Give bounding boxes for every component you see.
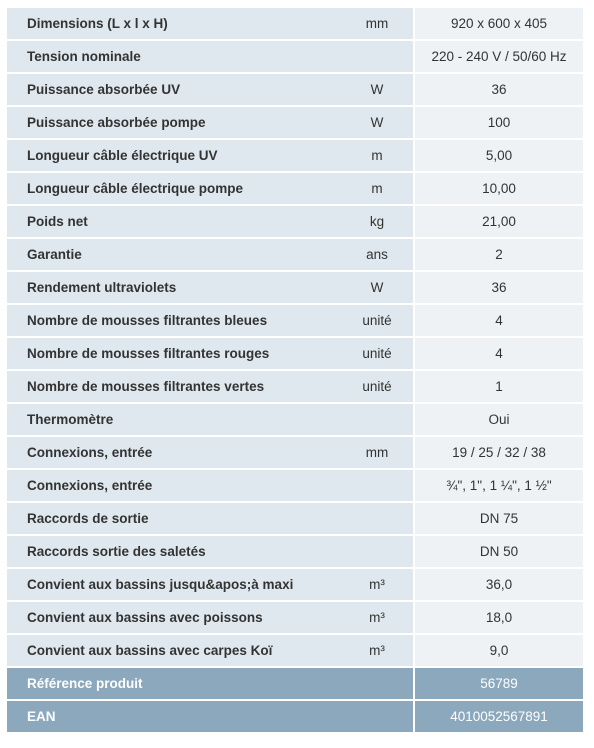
spec-label-cell: [7, 503, 413, 534]
spec-row: [7, 536, 583, 567]
spec-value: 9,0: [415, 635, 583, 666]
spec-label: Nombre de mousses filtrantes bleues: [27, 313, 268, 328]
spec-row: [7, 173, 583, 204]
spec-value: 36,0: [415, 569, 583, 600]
spec-row: [7, 140, 583, 171]
spec-row: [7, 602, 583, 633]
ean-row: [7, 701, 583, 732]
spec-label: Puissance absorbée UV: [27, 82, 181, 97]
spec-label: Dimensions (L x l x H): [27, 16, 168, 31]
spec-label-cell: [7, 272, 413, 303]
spec-value: DN 50: [415, 536, 583, 567]
spec-label: Longueur câble électrique pompe: [27, 181, 244, 196]
spec-value: 19 / 25 / 32 / 38: [415, 437, 583, 468]
spec-value: Oui: [415, 404, 583, 435]
spec-value: 4: [415, 338, 583, 369]
spec-value: 1: [415, 371, 583, 402]
spec-unit: m: [371, 148, 383, 163]
spec-label-cell: [7, 470, 413, 501]
spec-unit: kg: [369, 214, 385, 229]
spec-table-body: [7, 8, 583, 666]
spec-label-cell: [7, 536, 413, 567]
spec-value: 18,0: [415, 602, 583, 633]
spec-unit: W: [370, 280, 384, 295]
spec-label-cell: [7, 140, 413, 171]
ean-label: EAN: [27, 709, 56, 724]
spec-label-cell: [7, 74, 413, 105]
spec-label: Tension nominale: [27, 49, 141, 64]
spec-label: Garantie: [27, 247, 82, 262]
spec-label: Poids net: [27, 214, 88, 229]
spec-value: 920 x 600 x 405: [415, 8, 583, 39]
spec-row: [7, 371, 583, 402]
spec-unit: m³: [369, 577, 385, 592]
spec-value: 21,00: [415, 206, 583, 237]
spec-row: [7, 437, 583, 468]
spec-row: [7, 239, 583, 270]
spec-label-cell: [7, 569, 413, 600]
spec-row: [7, 272, 583, 303]
spec-label: Nombre de mousses filtrantes vertes: [27, 379, 265, 394]
spec-row: [7, 107, 583, 138]
spec-unit: m³: [369, 643, 385, 658]
spec-unit: W: [370, 82, 384, 97]
spec-label: Thermomètre: [27, 412, 114, 427]
spec-label: Raccords sortie des saletés: [27, 544, 206, 559]
spec-unit: mm: [365, 445, 389, 460]
ean-label-cell: [7, 701, 413, 732]
reference-label-cell: [7, 668, 413, 699]
product-spec-table: [5, 6, 585, 734]
spec-row: [7, 206, 583, 237]
spec-value: 36: [415, 74, 583, 105]
spec-label: Connexions, entrée: [27, 478, 153, 493]
spec-row: [7, 8, 583, 39]
spec-row: [7, 569, 583, 600]
spec-unit: unité: [362, 346, 392, 361]
spec-table-footer: [7, 668, 583, 732]
spec-value: 5,00: [415, 140, 583, 171]
spec-unit: ans: [366, 247, 388, 262]
spec-row: [7, 404, 583, 435]
spec-unit: unité: [362, 379, 392, 394]
reference-value: 56789: [415, 668, 583, 699]
spec-label-cell: [7, 173, 413, 204]
spec-label-cell: [7, 338, 413, 369]
spec-label-cell: [7, 404, 413, 435]
spec-label-cell: [7, 437, 413, 468]
spec-row: [7, 338, 583, 369]
spec-value: DN 75: [415, 503, 583, 534]
spec-label-cell: [7, 41, 413, 72]
spec-value: 2: [415, 239, 583, 270]
ean-value: 4010052567891: [415, 701, 583, 732]
spec-label: Puissance absorbée pompe: [27, 115, 206, 130]
spec-label: Longueur câble électrique UV: [27, 148, 218, 163]
spec-value: ¾", 1", 1 ¼", 1 ½": [415, 470, 583, 501]
spec-label: Convient aux bassins avec carpes Koï: [27, 643, 273, 658]
spec-row: [7, 470, 583, 501]
spec-value: 36: [415, 272, 583, 303]
spec-label-cell: [7, 305, 413, 336]
spec-row: [7, 305, 583, 336]
spec-row: [7, 41, 583, 72]
spec-label: Nombre de mousses filtrantes rouges: [27, 346, 270, 361]
spec-row: [7, 74, 583, 105]
spec-label-cell: [7, 107, 413, 138]
reference-row: [7, 668, 583, 699]
spec-unit: mm: [365, 16, 389, 31]
spec-unit: m³: [369, 610, 385, 625]
spec-label: Convient aux bassins avec poissons: [27, 610, 263, 625]
spec-label-cell: [7, 239, 413, 270]
spec-label-cell: [7, 371, 413, 402]
spec-unit: m: [371, 181, 383, 196]
reference-label: Référence produit: [27, 676, 143, 691]
spec-label: Connexions, entrée: [27, 445, 153, 460]
spec-label-cell: [7, 602, 413, 633]
spec-unit: W: [370, 115, 384, 130]
spec-label: Raccords de sortie: [27, 511, 149, 526]
spec-row: [7, 503, 583, 534]
spec-label-cell: [7, 206, 413, 237]
spec-label: Rendement ultraviolets: [27, 280, 177, 295]
spec-value: 10,00: [415, 173, 583, 204]
spec-label-cell: [7, 635, 413, 666]
spec-value: 220 - 240 V / 50/60 Hz: [415, 41, 583, 72]
spec-row: [7, 635, 583, 666]
spec-value: 4: [415, 305, 583, 336]
spec-value: 100: [415, 107, 583, 138]
spec-unit: unité: [362, 313, 392, 328]
spec-label-cell: [7, 8, 413, 39]
spec-label: Convient aux bassins jusqu&apos;à maxi: [27, 577, 294, 592]
